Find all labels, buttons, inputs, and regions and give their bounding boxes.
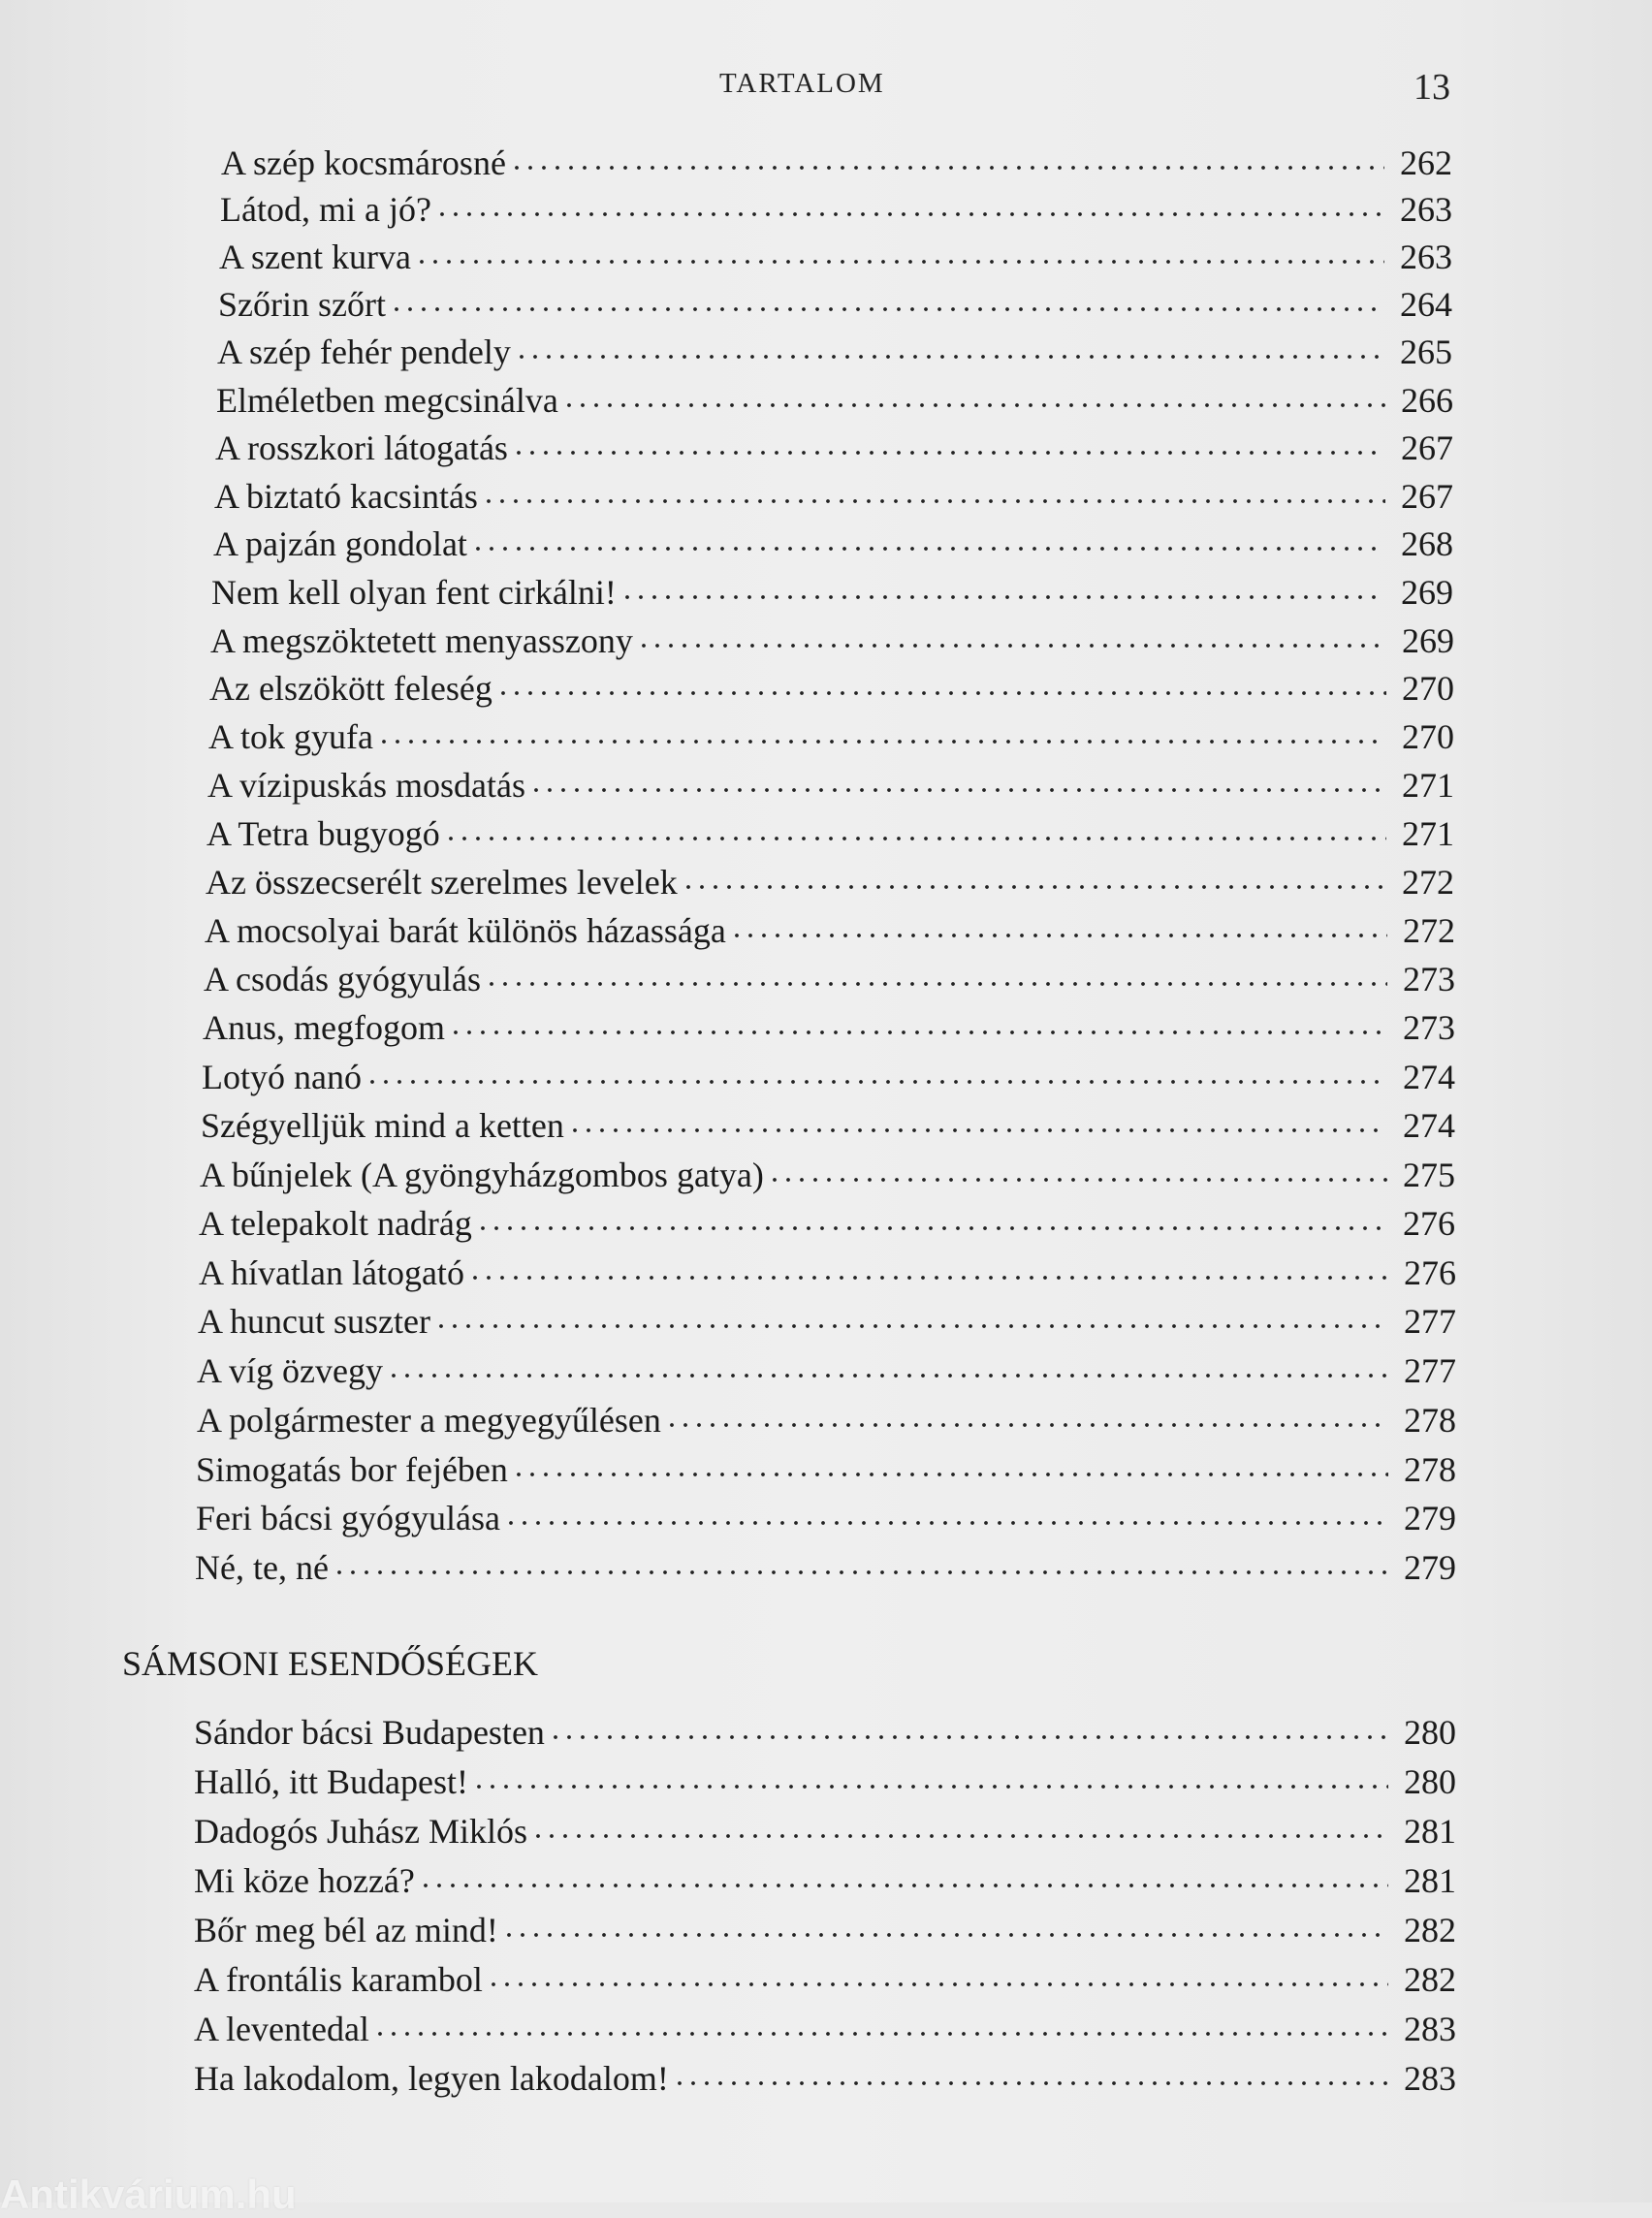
dot-leader <box>468 1273 1388 1283</box>
toc-entry <box>194 1760 1456 1803</box>
dot-leader <box>730 931 1387 940</box>
toc-entry-page: 263 <box>1400 190 1452 229</box>
watermark: Antikvárium.hu <box>0 2171 297 2217</box>
dot-leader <box>472 1782 1388 1791</box>
toc-entry <box>206 861 1454 903</box>
dot-leader <box>504 1518 1388 1528</box>
toc-entry-page: 277 <box>1404 1351 1456 1390</box>
toc-entry <box>213 523 1453 565</box>
toc-entry-page: 270 <box>1402 669 1454 708</box>
toc-entry <box>197 1399 1456 1442</box>
toc-entry <box>214 475 1453 518</box>
dot-leader <box>568 1125 1387 1135</box>
toc-entry-title: A vízipuskás mosdatás <box>207 766 525 805</box>
dot-leader <box>373 2029 1388 2039</box>
dot-leader <box>333 1568 1388 1577</box>
toc-entry-title: Az összecserélt szerelmes levelek <box>206 863 678 902</box>
running-title: TARTALOM <box>719 68 885 99</box>
toc-entry-title: A szép fehér pendely <box>217 333 511 371</box>
toc-entry-page: 283 <box>1404 2059 1456 2098</box>
toc-entry-page: 273 <box>1403 1008 1455 1047</box>
dot-leader <box>637 641 1386 650</box>
toc-entry <box>199 1202 1455 1245</box>
toc-entry-page: 267 <box>1401 477 1453 516</box>
toc-entry-page: 265 <box>1400 333 1452 371</box>
toc-entry-page: 275 <box>1403 1156 1455 1194</box>
toc-entry <box>198 1300 1456 1343</box>
dot-leader <box>768 1175 1387 1185</box>
toc-entry-page: 263 <box>1400 238 1452 276</box>
toc-entry <box>202 1056 1455 1098</box>
toc-entry-title: A Tetra bugyogó <box>206 814 440 853</box>
toc-entry <box>220 188 1452 231</box>
dot-leader <box>449 1028 1387 1037</box>
toc-entry <box>218 283 1452 326</box>
toc-entry <box>195 1546 1456 1589</box>
toc-entry-title: A bűnjelek (A gyöngyházgombos gatya) <box>200 1156 764 1194</box>
toc-entry <box>194 1810 1456 1853</box>
toc-entry <box>194 1909 1456 1951</box>
toc-entry-title: A tok gyufa <box>208 717 373 756</box>
dot-leader <box>377 737 1386 746</box>
dot-leader <box>529 785 1386 795</box>
toc-entry <box>219 236 1452 278</box>
toc-entry <box>210 619 1454 662</box>
dot-leader <box>444 834 1386 843</box>
toc-entry-title: Né, te, né <box>195 1548 329 1587</box>
toc-entry <box>215 427 1453 469</box>
toc-entry-page: 262 <box>1400 143 1452 182</box>
dot-leader <box>476 1223 1387 1233</box>
toc-entry-title: A szent kurva <box>219 238 411 276</box>
toc-entry-title: Nem kell olyan fent cirkálni! <box>211 573 617 612</box>
toc-entry-page: 280 <box>1404 1762 1456 1801</box>
toc-entry-title: A mocsolyai barát különös házassága <box>205 911 726 950</box>
toc-entry-title: A leventedal <box>194 2010 369 2048</box>
dot-leader <box>487 1980 1388 1989</box>
dot-leader <box>665 1420 1388 1430</box>
toc-entry-title: Dadogós Juhász Miklós <box>194 1812 527 1851</box>
toc-entry-page: 278 <box>1404 1401 1456 1440</box>
dot-leader <box>502 1930 1388 1940</box>
toc-entry <box>194 1958 1456 2001</box>
toc-entry <box>221 142 1452 184</box>
toc-entry-page: 281 <box>1404 1861 1456 1900</box>
toc-entry-page: 264 <box>1400 285 1452 324</box>
toc-entry-title: A biztató kacsintás <box>214 477 478 516</box>
toc-entry-page: 273 <box>1403 960 1455 998</box>
dot-leader <box>390 304 1384 314</box>
dot-leader <box>482 496 1385 506</box>
dot-leader <box>562 400 1385 410</box>
toc-entry <box>211 571 1453 614</box>
dot-leader <box>512 1470 1388 1479</box>
toc-entry-page: 282 <box>1404 1960 1456 1999</box>
toc-entry <box>207 764 1454 807</box>
toc-entry-title: Ha lakodalom, legyen lakodalom! <box>194 2059 669 2098</box>
dot-leader <box>510 163 1384 173</box>
dot-leader <box>515 352 1384 362</box>
page-number: 13 <box>1414 67 1450 108</box>
toc-entry-title: Látod, mi a jó? <box>220 190 431 229</box>
dot-leader <box>419 1881 1388 1890</box>
dot-leader <box>682 882 1386 892</box>
toc-entry-title: A polgármester a megyegyűlésen <box>197 1401 661 1440</box>
toc-entry-title: Szégyelljük mind a ketten <box>201 1106 564 1145</box>
toc-entry <box>197 1349 1456 1392</box>
toc-entry-page: 278 <box>1404 1450 1456 1489</box>
toc-entry-title: Anus, megfogom <box>203 1008 445 1047</box>
toc-entry <box>208 715 1454 758</box>
toc-entry-page: 274 <box>1403 1106 1455 1145</box>
toc-entry <box>196 1497 1456 1539</box>
toc-entry <box>217 331 1452 373</box>
toc-entry-page: 276 <box>1404 1253 1456 1292</box>
toc-entry-page: 271 <box>1402 814 1454 853</box>
toc-entry <box>209 667 1454 710</box>
toc-entry <box>194 1859 1456 1902</box>
toc-entry-page: 269 <box>1401 573 1453 612</box>
dot-leader <box>415 257 1384 267</box>
toc-entry <box>194 1711 1456 1754</box>
toc-entry-page: 280 <box>1404 1713 1456 1752</box>
toc-entry-title: Feri bácsi gyógyulása <box>196 1499 500 1537</box>
toc-entry <box>206 812 1454 855</box>
dot-leader <box>620 592 1385 602</box>
toc-entry <box>201 1104 1455 1147</box>
toc-entry-page: 282 <box>1404 1911 1456 1949</box>
dot-leader <box>673 2078 1388 2088</box>
toc-entry-page: 274 <box>1403 1058 1455 1096</box>
toc-entry-title: Sándor bácsi Budapesten <box>194 1713 545 1752</box>
toc-entry <box>194 2057 1456 2100</box>
toc-entry-title: Simogatás bor fejében <box>196 1450 508 1489</box>
toc-entry-title: A csodás gyógyulás <box>204 960 481 998</box>
toc-entry <box>194 2008 1456 2050</box>
dot-leader <box>496 688 1386 698</box>
dot-leader <box>471 544 1385 554</box>
toc-entry-page: 271 <box>1402 766 1454 805</box>
dot-leader <box>485 979 1387 989</box>
dot-leader <box>531 1831 1388 1841</box>
toc-entry <box>196 1448 1456 1491</box>
toc-entry-page: 267 <box>1401 428 1453 467</box>
toc-entry-title: Lotyó nanó <box>202 1058 362 1096</box>
toc-entry-page: 283 <box>1404 2010 1456 2048</box>
toc-entry-page: 272 <box>1402 863 1454 902</box>
toc-entry-page: 277 <box>1404 1302 1456 1341</box>
dot-leader <box>365 1077 1387 1087</box>
toc-entry-title: A víg özvegy <box>197 1351 383 1390</box>
toc-entry-page: 268 <box>1401 524 1453 563</box>
toc-entry-page: 281 <box>1404 1812 1456 1851</box>
dot-leader <box>387 1371 1388 1380</box>
toc-entry-title: Bőr meg bél az mind! <box>194 1911 498 1949</box>
toc-entry-page: 270 <box>1402 717 1454 756</box>
dot-leader <box>435 209 1384 219</box>
toc-entry-page: 272 <box>1403 911 1455 950</box>
toc-entry-title: Szőrin szőrt <box>218 285 386 324</box>
toc-entry-page: 266 <box>1401 381 1453 420</box>
toc-entry <box>200 1154 1455 1196</box>
toc-entry-title: A telepakolt nadrág <box>199 1204 472 1243</box>
toc-entry <box>199 1252 1456 1294</box>
toc-entry-title: Mi köze hozzá? <box>194 1861 415 1900</box>
toc-entry-page: 279 <box>1404 1499 1456 1537</box>
toc-entry <box>203 1006 1455 1049</box>
toc-entry-page: 276 <box>1403 1204 1455 1243</box>
toc-entry-title: A frontális karambol <box>194 1960 483 1999</box>
toc-entry-title: A szép kocsmárosné <box>221 143 506 182</box>
toc-entry <box>216 379 1453 422</box>
toc-entry-page: 269 <box>1402 621 1454 660</box>
toc-entry-title: A hívatlan látogató <box>199 1253 464 1292</box>
dot-leader <box>434 1321 1388 1331</box>
toc-entry-title: Az elszökött feleség <box>209 669 492 708</box>
toc-entry-title: A pajzán gondolat <box>213 524 467 563</box>
toc-entry <box>204 958 1455 1000</box>
toc-entry-title: A rosszkori látogatás <box>215 428 508 467</box>
toc-entry-title: A huncut suszter <box>198 1302 430 1341</box>
toc-entry-title: Halló, itt Budapest! <box>194 1762 468 1801</box>
toc-entry-title: A megszöktetett menyasszony <box>210 621 633 660</box>
toc-entry-title: Elméletben megcsinálva <box>216 381 558 420</box>
dot-leader <box>549 1732 1388 1742</box>
toc-entry <box>205 909 1455 952</box>
dot-leader <box>512 448 1385 458</box>
section-heading: SÁMSONI ESENDŐSÉGEK <box>122 1644 539 1683</box>
toc-entry-page: 279 <box>1404 1548 1456 1587</box>
